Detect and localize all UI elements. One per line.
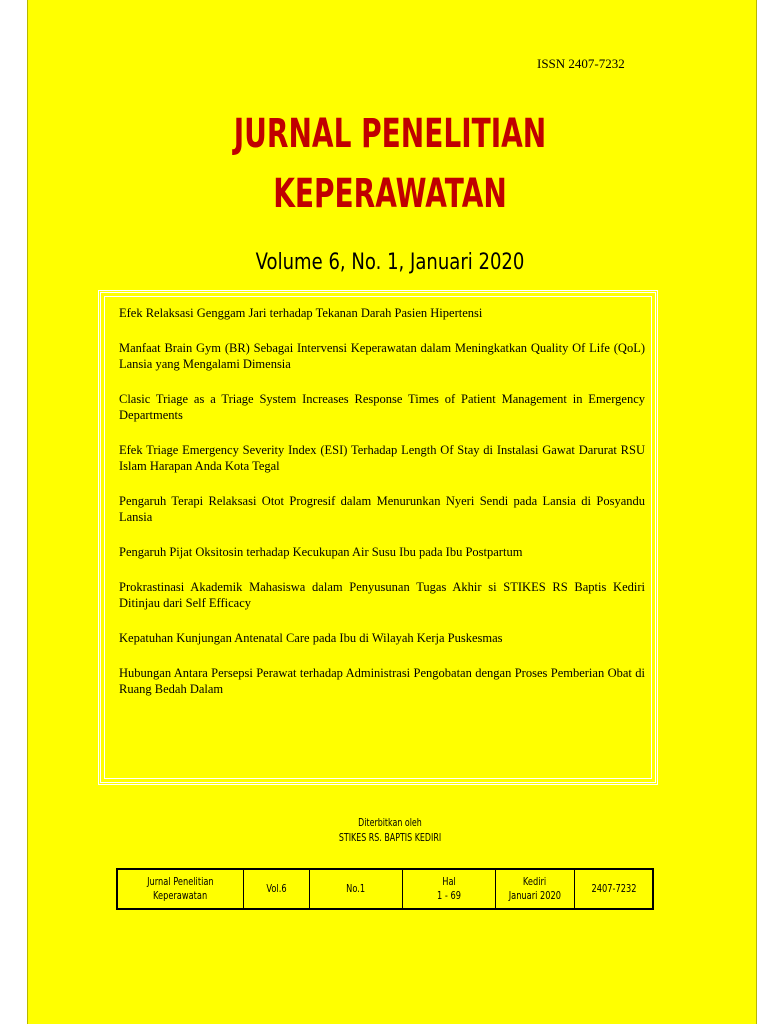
article-title-6: Pengaruh Pijat Oksitosin terhadap Kecukupan Air Susu Ibu pada Ibu Postpartum bbox=[119, 545, 523, 559]
table-of-contents-inner bbox=[104, 296, 652, 779]
article-title-8: Kepatuhan Kunjungan Antenatal Care pada Ibu di Wilayah Kerja Puskesmas bbox=[119, 631, 503, 645]
article-title-4: Efek Triage Emergency Severity Index (ESI) Terhadap Length Of Stay di Instalasi Gawat Darurat RSU Islam Harapan Anda Kota Tegal bbox=[119, 443, 645, 473]
cell-journal-name: Jurnal Penelitian Keperawatan bbox=[118, 870, 244, 908]
article-title-3: Clasic Triage as a Triage System Increases Response Times of Patient Management in Emergency Departments bbox=[119, 392, 645, 422]
article-title-1: Efek Relaksasi Genggam Jari terhadap Tekanan Darah Pasien Hipertensi bbox=[119, 306, 483, 320]
table-of-contents bbox=[98, 290, 658, 785]
publication-info-table bbox=[116, 868, 654, 910]
article-title-9: Hubungan Antara Persepsi Perawat terhadap Administrasi Pengobatan dengan Proses Pemberian Obat di Ruang Bedah Dalam bbox=[119, 666, 645, 696]
cell-volume: Vol.6 bbox=[244, 870, 310, 908]
publisher-name: STIKES RS. BAPTIS KEDIRI bbox=[338, 831, 442, 844]
journal-title-line-1: JURNAL PENELITIAN bbox=[233, 111, 547, 157]
cell-place-date: Kediri Januari 2020 bbox=[496, 870, 575, 908]
article-title-5: Pengaruh Terapi Relaksasi Otot Progresif dalam Menurunkan Nyeri Sendi pada Lansia di Posyandu Lansia bbox=[119, 494, 645, 524]
article-title-7: Prokrastinasi Akademik Mahasiswa dalam Penyusunan Tugas Akhir si STIKES RS Baptis Kediri Ditinjau dari Self Efficacy bbox=[119, 580, 645, 610]
cell-issn: 2407-7232 bbox=[591, 882, 636, 895]
cell-number: No.1 bbox=[310, 870, 403, 908]
cell-pages: Hal 1 - 69 bbox=[403, 870, 496, 908]
volume-info: Volume 6, No. 1, Januari 2020 bbox=[255, 250, 525, 275]
journal-title bbox=[145, 104, 635, 224]
article-title-2: Manfaat Brain Gym (BR) Sebagai Intervensi Keperawatan dalam Meningkatkan Quality Of Life (QoL) Lansia yang Mengalami Dimensia bbox=[119, 341, 645, 371]
issn-number: ISSN 2407-7232 bbox=[537, 56, 625, 71]
publisher-info bbox=[138, 815, 642, 845]
publisher-label: Diterbitkan oleh bbox=[358, 816, 422, 829]
journal-title-line-2: KEPERAWATAN bbox=[273, 171, 507, 217]
